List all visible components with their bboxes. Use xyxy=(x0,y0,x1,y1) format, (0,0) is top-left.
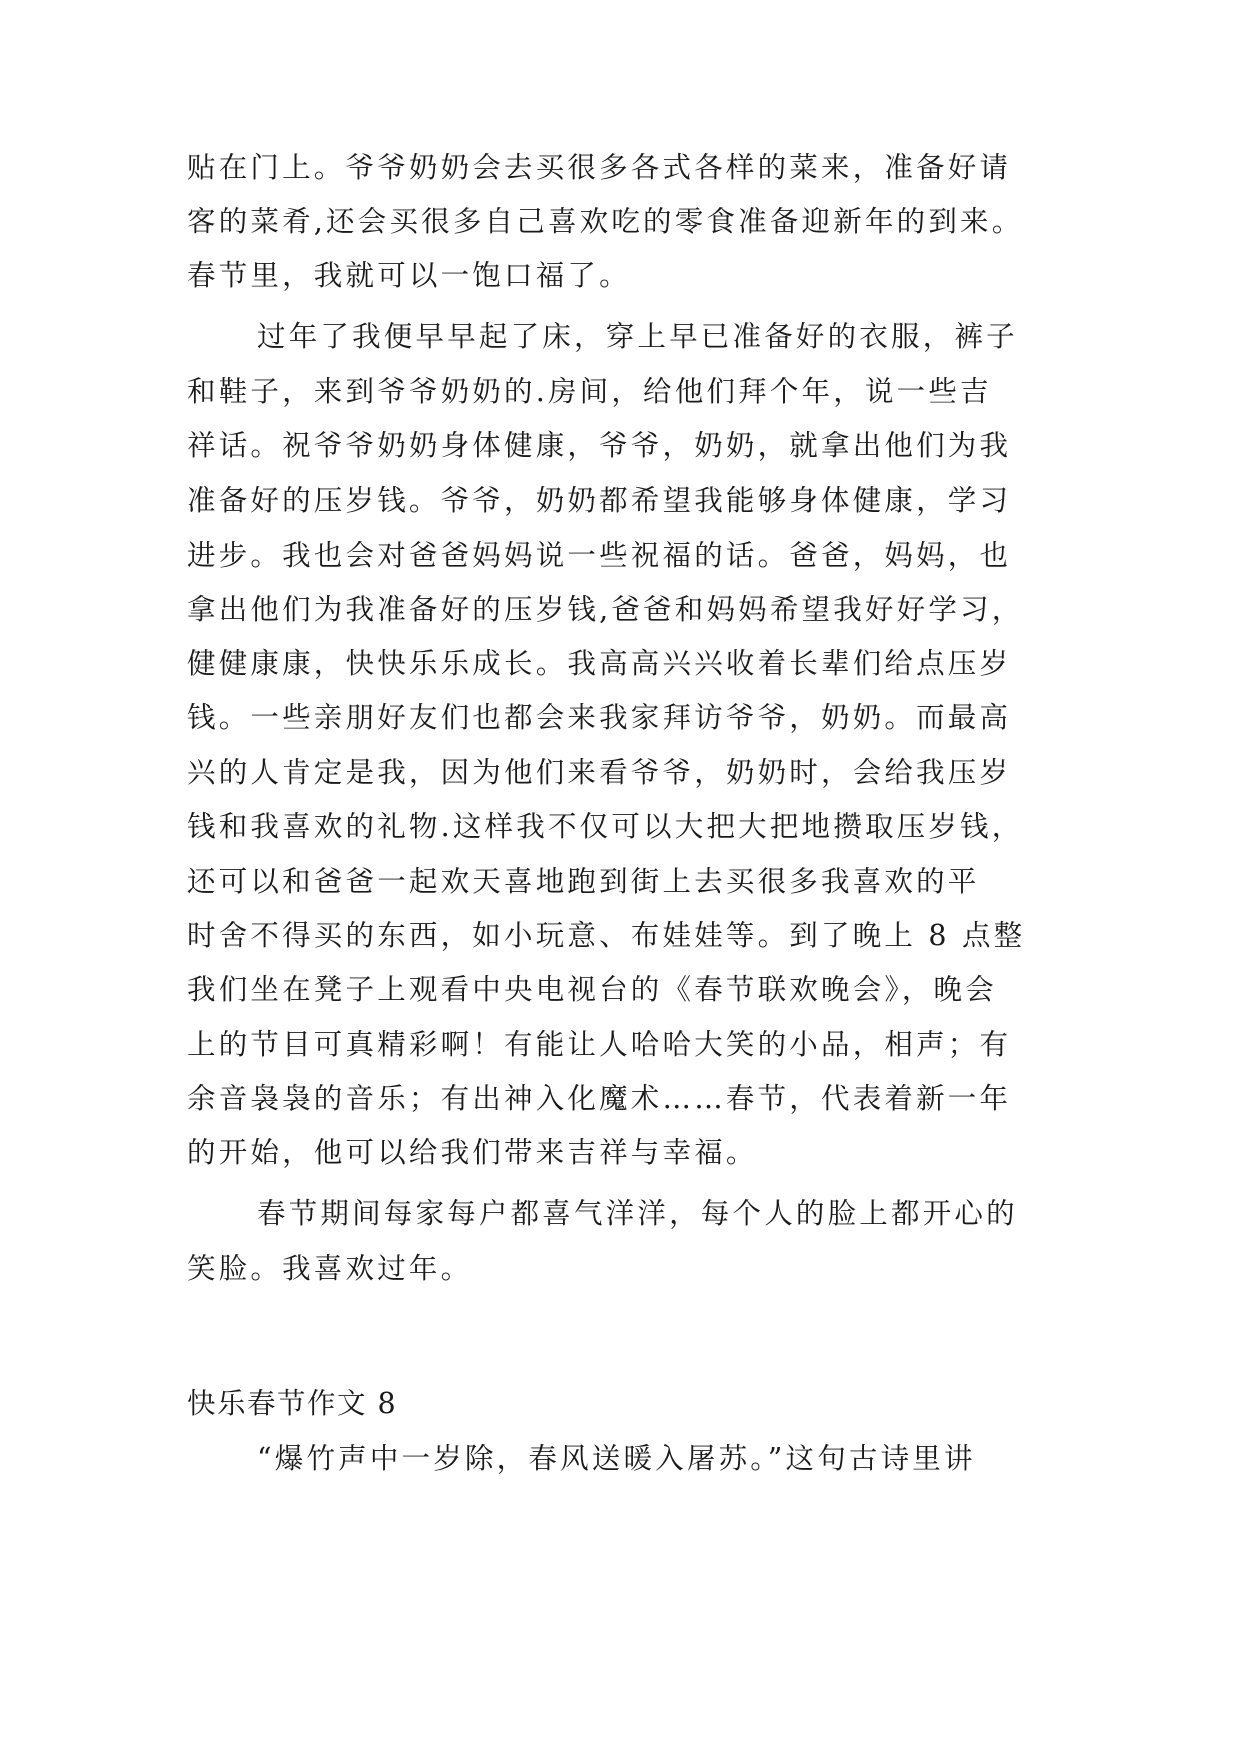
paragraph-line: 钱和我喜欢的礼物.这样我不仅可以大把大把地攒取压岁钱， xyxy=(187,810,1024,843)
paragraph-line: 时舍不得买的东西，如小玩意、布娃娃等。到了晚上 8 点整 xyxy=(187,919,1026,952)
paragraph-line: 过年了我便早早起了床，穿上早已准备好的衣服，裤子 xyxy=(257,320,1018,353)
paragraph-line: 上的节目可真精彩啊！有能让人哈哈大笑的小品，相声；有 xyxy=(187,1028,1012,1061)
paragraph-line: “爆竹声中一岁除，春风送暖入屠苏。”这句古诗里讲 xyxy=(257,1442,976,1475)
paragraph-line: 钱。一些亲朋好友们也都会来我家拜访爷爷，奶奶。而最高 xyxy=(187,701,1012,734)
paragraph-line: 余音袅袅的音乐；有出神入化魔术……春节，代表着新一年 xyxy=(187,1082,1012,1115)
paragraph-line: 我们坐在凳子上观看中央电视台的《春节联欢晚会》，晚会 xyxy=(187,973,997,1006)
paragraph-line: 贴在门上。爷爷奶奶会去买很多各式各样的菜来，准备好请 xyxy=(187,151,1012,184)
paragraph-line: 进步。我也会对爸爸妈妈说一些祝福的话。爸爸，妈妈，也 xyxy=(187,539,1012,572)
paragraph-line: 祥话。祝爷爷奶奶身体健康，爷爷，奶奶，就拿出他们为我 xyxy=(187,429,1012,462)
paragraph-line: 客的菜肴,还会买很多自己喜欢吃的零食准备迎新年的到来。 xyxy=(187,205,1024,238)
paragraph-line: 春节期间每家每户都喜气洋洋，每个人的脸上都开心的 xyxy=(257,1197,1018,1230)
paragraph-line: 和鞋子，来到爷爷奶奶的.房间，给他们拜个年，说一些吉 xyxy=(187,375,992,408)
paragraph-line: 的开始，他可以给我们带来吉祥与幸福。 xyxy=(187,1136,758,1169)
paragraph-line: 健健康康，快快乐乐成长。我高高兴兴收着长辈们给点压岁 xyxy=(187,647,1012,680)
paragraph-line: 笑脸。我喜欢过年。 xyxy=(187,1252,473,1285)
section-heading: 快乐春节作文 8 xyxy=(187,1387,398,1420)
paragraph-line: 还可以和爸爸一起欢天喜地跑到街上去买很多我喜欢的平 xyxy=(187,865,980,898)
paragraph-line: 拿出他们为我准备好的压岁钱,爸爸和妈妈希望我好好学习， xyxy=(187,593,1024,626)
paragraph-line: 春节里，我就可以一饱口福了。 xyxy=(187,259,631,292)
paragraph-line: 准备好的压岁钱。爷爷，奶奶都希望我能够身体健康，学习 xyxy=(187,484,1012,517)
paragraph-line: 兴的人肯定是我，因为他们来看爷爷，奶奶时，会给我压岁 xyxy=(187,756,1012,789)
